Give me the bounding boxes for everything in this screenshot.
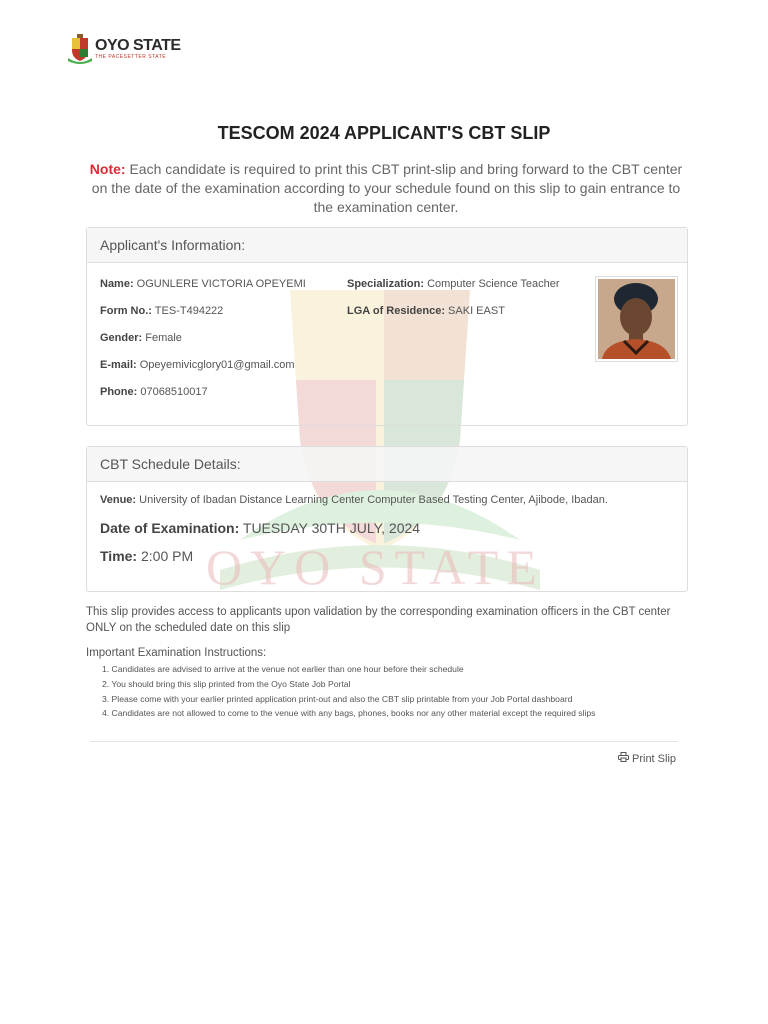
email-value: Opeyemivicglory01@gmail.com <box>136 359 295 371</box>
email-row: E-mail: Opeyemivicglory01@gmail.com <box>100 359 295 371</box>
print-slip-button[interactable] <box>618 752 676 765</box>
venue-value: University of Ibadan Distance Learning Center Computer Based Testing Center, Ajibode, Ibadan. <box>136 494 608 506</box>
lga-value: SAKI EAST <box>445 305 505 317</box>
exam-date-row: Date of Examination: TUESDAY 30TH JULY, 2024 <box>100 520 421 536</box>
note-text: Each candidate is required to print this CBT print-slip and bring forward to the CBT center on the date of the examination according to your schedule found on this slip to gain entrance to the examination center. <box>91 161 683 215</box>
access-notice: This slip provides access to applicants upon validation by the corresponding examination officers in the CBT center ONLY on the scheduled date on this slip <box>86 606 671 634</box>
instruction-item: 3. Please come with your earlier printed application print-out and also the CBT slip printable from your Job Portal dashboard <box>102 693 573 704</box>
divider <box>90 741 678 742</box>
logo-subtitle: THE PACESETTER STATE <box>95 54 167 60</box>
exam-time-row: Time: 2:00 PM <box>100 548 194 564</box>
phone-value: 07068510017 <box>137 386 208 398</box>
instructions-list <box>102 662 595 721</box>
instructions-heading: Important Examination Instructions: <box>86 647 267 659</box>
gender-row: Gender: Female <box>100 332 182 344</box>
instruction-item: 4. Candidates are not allowed to come to the venue with any bags, phones, books nor any other material except the required slips <box>102 708 596 719</box>
gender-value: Female <box>142 332 182 344</box>
venue-row: Venue: University of Ibadan Distance Learning Center Computer Based Testing Center, Ajibode, Ibadan. <box>100 494 608 506</box>
specialization-row: Specialization: Computer Science Teacher <box>347 278 560 290</box>
instruction-item: 2. You should bring this slip printed from the Oyo State Job Portal <box>102 678 351 689</box>
page-title: TESCOM 2024 APPLICANT'S CBT SLIP <box>217 123 551 143</box>
watermark-text: OYO STATE <box>206 539 545 595</box>
oyo-state-logo <box>68 34 181 64</box>
print-slip-label: Print Slip <box>632 752 677 765</box>
print-icon <box>618 752 632 765</box>
form-number: TES-T494222 <box>151 305 224 317</box>
instruction-item: 1. Candidates are advised to arrive at the venue not earlier than one hour before their schedule <box>102 664 464 674</box>
form-no-row: Form No.: TES-T494222 <box>100 305 224 317</box>
specialization-value: Computer Science Teacher <box>424 278 560 290</box>
applicant-photo <box>595 276 678 362</box>
exam-date-value: TUESDAY 30TH JULY, 2024 <box>239 520 421 536</box>
cbt-schedule-heading: CBT Schedule Details: <box>87 447 687 482</box>
logo-title: OYO STATE <box>95 37 181 54</box>
phone-row: Phone: 07068510017 <box>100 386 208 398</box>
exam-time-value: 2:00 PM <box>137 548 194 564</box>
applicant-info-panel <box>86 227 688 426</box>
note <box>86 160 686 217</box>
lga-row: LGA of Residence: SAKI EAST <box>347 305 505 317</box>
applicant-name: OGUNLERE VICTORIA OPEYEMI <box>133 278 306 290</box>
note-label: Note: <box>89 161 126 177</box>
name-row: Name: OGUNLERE VICTORIA OPEYEMI <box>100 278 306 290</box>
coat-of-arms-icon <box>68 34 92 64</box>
cbt-schedule-panel <box>86 446 688 592</box>
applicant-info-heading: Applicant's Information: <box>87 228 687 263</box>
